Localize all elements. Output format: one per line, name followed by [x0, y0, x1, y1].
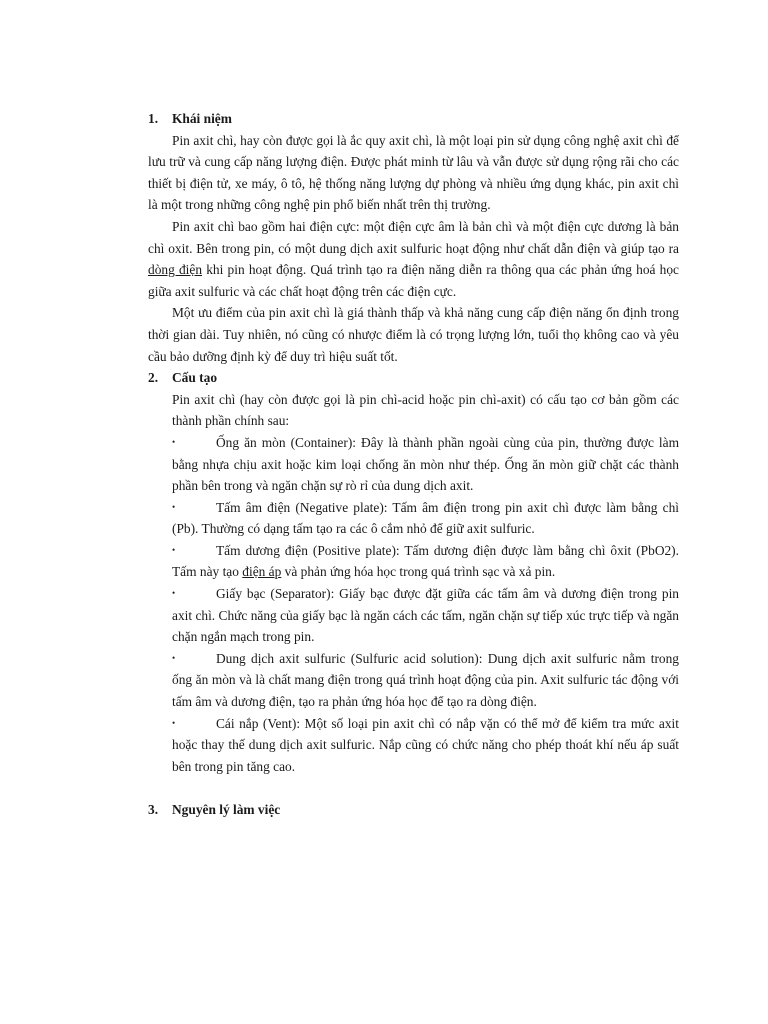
section-title: Khái niệm	[172, 111, 232, 126]
bullet-icon: •	[172, 717, 176, 728]
list-item-text: Tấm âm điện (Negative plate): Tấm âm điện trong pin axit chì được làm bằng chì (Pb). Thường có dạng tấm tạo ra các ô cắm nhỏ để giữ axit sulfuric.	[172, 499, 679, 537]
bullet-icon: •	[172, 652, 176, 663]
list-item-text: Giấy bạc (Separator): Giấy bạc được đặt giữa các tấm âm và dương điện trong pin axit chì. Chức năng của giấy bạc là ngăn cách các tấm, ngăn chặn sự tiếp xúc trực tiếp và ngăn chặn ngắn mạch trong pin.	[172, 586, 679, 645]
link-dong-dien[interactable]: dòng điện	[148, 262, 203, 278]
paragraph: Pin axit chì, hay còn được gọi là ắc quy axit chì, là một loại pin sử dụng công nghệ axit chì để lưu trữ và cung cấp năng lượng điện. Được phát minh từ lâu và vẫn được sử dụng rộng rãi cho các thiết bị điện tử, xe máy, ô tô, hệ thống năng lượng dự phòng và nhiều ứng dụng khác, pin axit chì là một trong những công nghệ pin phổ biến nhất trên thị trường.	[148, 132, 679, 213]
list-item-text-part: và phản ứng hóa học trong quá trình sạc và xả pin.	[281, 564, 556, 580]
section-title: Nguyên lý làm việc	[172, 802, 281, 818]
section-heading-3	[148, 799, 679, 821]
list-item-text: Dung dịch axit sulfuric (Sulfuric acid solution): Dung dịch axit sulfuric nằm trong ống ăn mòn và là chất mang điện trong quá trình hoạt động của pin. Axit sulfuric tác động với tấm âm và dương điện, tạo ra phản ứng hóa học để tạo ra dòng điện.	[172, 650, 679, 710]
document-content	[148, 108, 679, 821]
bullet-icon: •	[172, 588, 176, 599]
section-number: 3.	[148, 802, 159, 818]
paragraph	[148, 216, 679, 302]
list-item	[148, 432, 679, 497]
paragraph: Một ưu điểm của pin axit chì là giá thành thấp và khả năng cung cấp điện năng ổn định trong thời gian dài. Tuy nhiên, nó cũng có nhược điểm là có trọng lượng lớn, tuổi thọ không cao và yêu cầu bảo dưỡng định kỳ để duy trì hiệu suất tốt.	[148, 305, 679, 364]
section-heading-2	[148, 367, 679, 389]
section-heading-1	[148, 108, 679, 130]
spacer	[148, 777, 679, 799]
list-item	[148, 648, 679, 713]
list-item-text: Cái nắp (Vent): Một số loại pin axit chì có nắp vặn có thể mở để kiểm tra mức axit hoặc thay thế dung dịch axit sulfuric. Nắp cũng có chức năng cho phép thoát khí nếu áp suất bên trong pin tăng cao.	[172, 715, 679, 774]
section-title: Cấu tạo	[172, 370, 218, 386]
bullet-icon: •	[172, 501, 176, 512]
bullet-icon: •	[172, 544, 176, 555]
paragraph-text: Pin axit chì bao gồm hai điện cực: một điện cực âm là bản chì và một điện cực dương là bản chì oxit. Bên trong pin, có một dung dịch axit sulfuric hoạt động như chất dẫn điện và giúp tạo ra	[148, 218, 679, 256]
section-number: 2.	[148, 370, 159, 386]
list-item	[148, 713, 679, 778]
list-item	[148, 540, 679, 583]
list-item-text-part: Tấm dương điện (Positive plate): Tấm dương điện được làm bằng chì ôxit (PbO2). Tấm này tạo	[172, 542, 679, 580]
section-number: 1.	[148, 111, 159, 126]
list-item-text	[172, 540, 679, 583]
list-item-text: Ống ăn mòn (Container): Đây là thành phần ngoài cùng của pin, thường được làm bằng nhựa chịu axit hoặc kim loại chống ăn mòn như thép. Ống ăn mòn giữ chặt các thành phần bên trong và ngăn chặn sự rò rỉ của dung dịch axit.	[172, 434, 679, 494]
bullet-icon: •	[172, 436, 176, 447]
paragraph-text: khi pin hoạt động. Quá trình tạo ra điện năng diễn ra thông qua các phản ứng hoá học giữa axit sulfuric và các chất hoạt động trên các điện cực.	[148, 262, 679, 299]
paragraph: Pin axit chì (hay còn được gọi là pin chì-acid hoặc pin chì-axit) có cấu tạo cơ bản gồm các thành phần chính sau:	[172, 391, 679, 429]
list-item	[148, 497, 679, 540]
link-dien-ap[interactable]: điện áp	[242, 564, 282, 580]
list-item	[148, 583, 679, 648]
